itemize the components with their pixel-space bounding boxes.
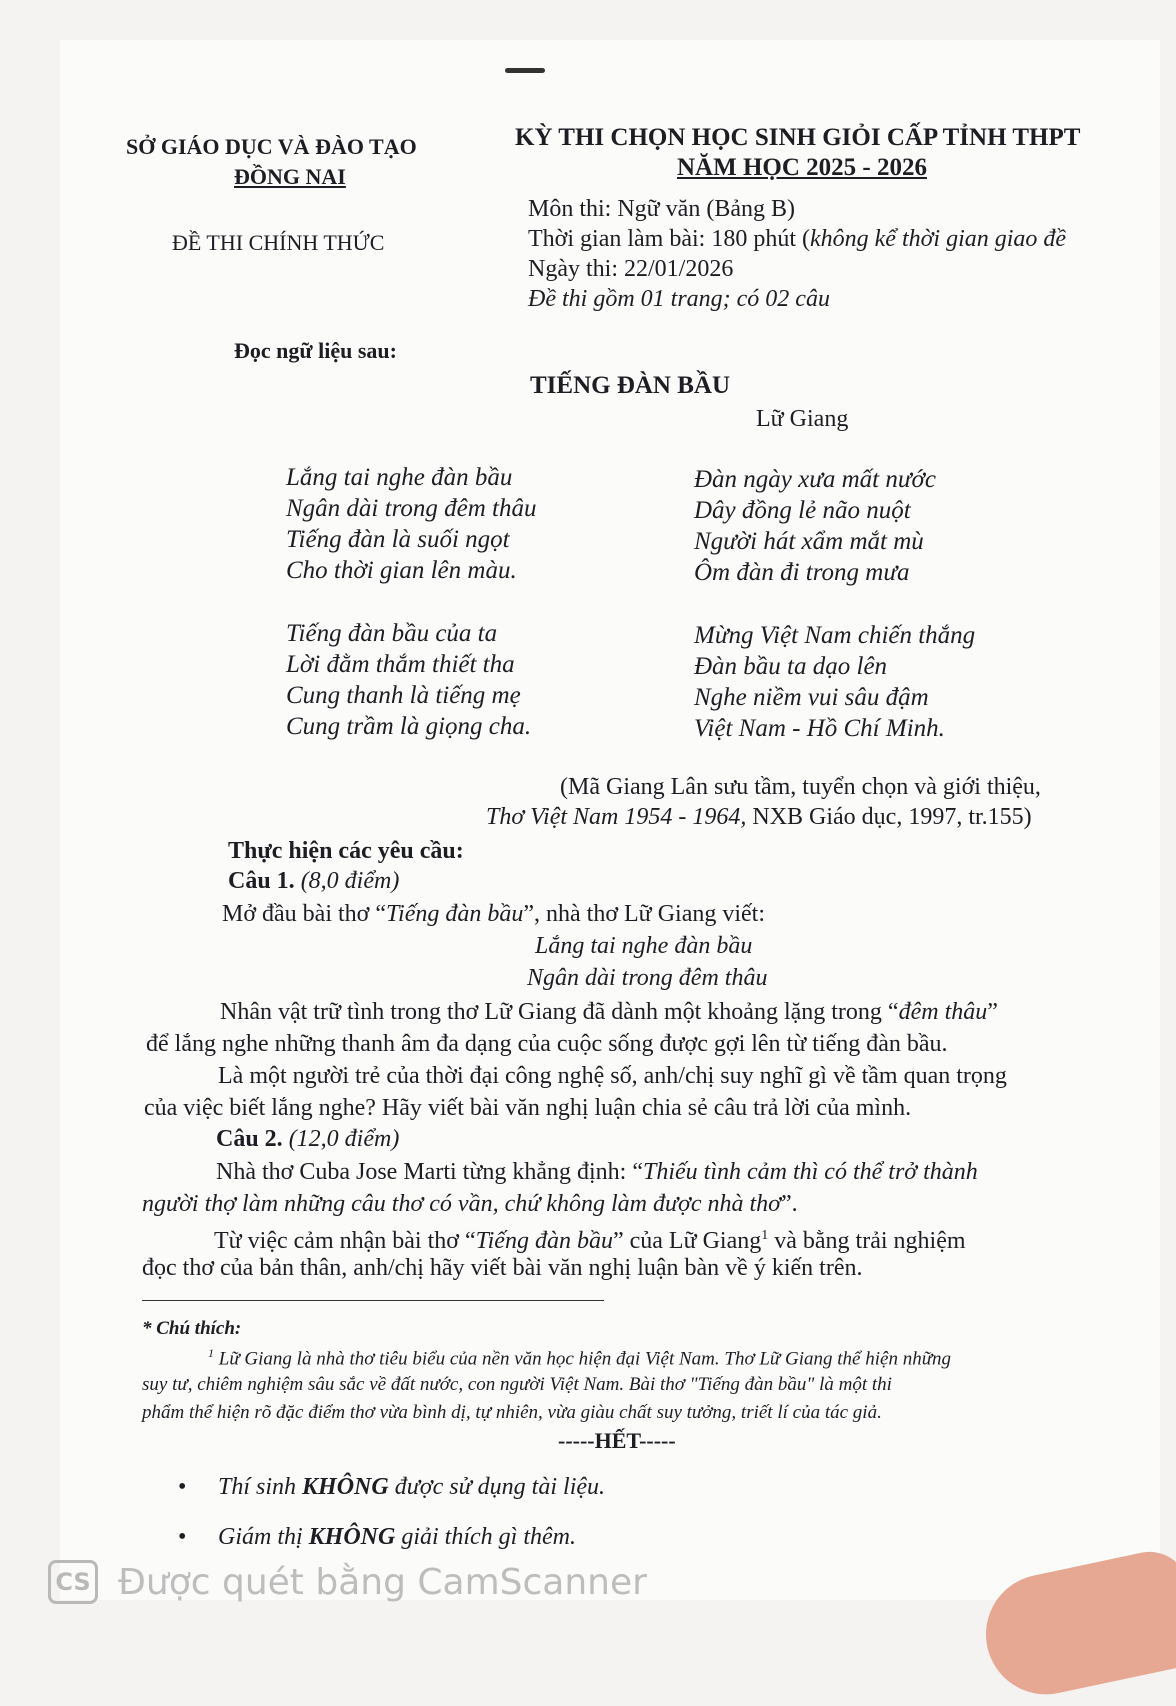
official-exam-label: ĐỀ THI CHÍNH THỨC	[172, 230, 385, 255]
poem-line: Tiếng đàn là suối ngọt	[286, 526, 510, 553]
tasks-heading: Thực hiện các yêu cầu:	[228, 838, 464, 864]
question-1-quote-line: Ngân dài trong đêm thâu	[527, 965, 768, 991]
note-text: giải thích gì thêm.	[395, 1524, 576, 1550]
question-2-label: Câu 2.	[216, 1126, 283, 1152]
question-2-paragraph-1-cont	[142, 1188, 798, 1220]
poem-line: Dây đồng lẻ não nuột	[694, 497, 911, 524]
reading-instruction: Đọc ngữ liệu sau:	[234, 338, 397, 363]
question-1-quote-line: Lắng tai nghe đàn bầu	[535, 933, 753, 959]
time-prefix: Thời gian làm bài: 180 phút (	[528, 226, 810, 252]
note-emphasis: KHÔNG	[308, 1524, 396, 1550]
subject-line: Môn thi: Ngữ văn (Bảng B)	[528, 196, 795, 222]
paragraph-text-end: và bằng trải nghiệm	[768, 1228, 966, 1254]
poem-line: Cung trầm là giọng cha.	[286, 713, 532, 740]
question-2-points: (12,0 điểm)	[288, 1126, 400, 1152]
note-emphasis: KHÔNG	[302, 1474, 389, 1500]
quoted-statement: Thiếu tình cảm thì có thể trở thành	[642, 1159, 978, 1185]
quote-close: ”.	[781, 1191, 798, 1217]
intro-poem-title: Tiếng đàn bầu	[386, 901, 524, 927]
poem-line: Tiếng đàn bầu của ta	[286, 620, 498, 647]
footnote-number: 1	[208, 1346, 214, 1360]
camscanner-logo: CS	[48, 1560, 98, 1604]
question-2-paragraph-2-cont: đọc thơ của bản thân, anh/chị hãy viết bài văn nghị luận bàn về ý kiến trên.	[142, 1255, 863, 1281]
quote-close: ”	[987, 999, 998, 1025]
exam-date: Ngày thi: 22/01/2026	[528, 256, 734, 282]
quoted-phrase: đêm thâu	[898, 999, 988, 1025]
question-1-paragraph-1-cont: để lắng nghe những thanh âm đa dạng của cuộc sống được gợi lên từ tiếng đàn bầu.	[146, 1031, 948, 1057]
poem-line: Ngân dài trong đêm thâu	[286, 495, 537, 522]
question-1-paragraph-1	[220, 996, 998, 1028]
paragraph-text: ” của Lữ Giang	[612, 1228, 762, 1254]
question-1-paragraph-2-cont: của việc biết lắng nghe? Hãy viết bài văn nghị luận chia sẻ câu trả lời của mình.	[144, 1095, 912, 1121]
question-1-paragraph-2: Là một người trẻ của thời đại công nghệ số, anh/chị suy nghĩ gì về tầm quan trọng	[218, 1063, 1007, 1089]
time-note: không kể thời gian giao đề	[809, 226, 1067, 252]
footnote-divider	[142, 1300, 604, 1301]
camscanner-watermark: Được quét bằng CamScanner	[118, 1562, 647, 1603]
poem-source-book	[486, 804, 1032, 831]
question-1-header	[228, 868, 399, 895]
paragraph-text: Nhà thơ Cuba Jose Marti từng khẳng định: “	[216, 1159, 643, 1185]
poem-title-ref: Tiếng đàn bầu	[475, 1228, 613, 1254]
book-title: Thơ Việt Nam 1954 - 1964,	[486, 804, 747, 830]
poem-source: (Mã Giang Lân sưu tầm, tuyển chọn và giới thiệu,	[560, 774, 1041, 800]
poem-line: Đàn ngày xưa mất nước	[694, 466, 936, 493]
footnote-label: * Chú thích:	[142, 1318, 242, 1339]
scan-smudge	[505, 68, 545, 73]
publisher: NXB Giáo dục, 1997, tr.155)	[746, 804, 1032, 830]
poem-line: Ôm đàn đi trong mưa	[694, 559, 910, 586]
poem-line: Nghe niềm vui sâu đậm	[694, 684, 929, 711]
paragraph-text: Nhân vật trữ tình trong thơ Lữ Giang đã dành một khoảng lặng trong “	[220, 999, 899, 1025]
poem-line: Cho thời gian lên màu.	[286, 557, 517, 584]
footnote-line: phẩm thể hiện rõ đặc điểm thơ vừa bình dị, tự nhiên, vừa giàu chất suy tưởng, triết lí của tác giả.	[142, 1402, 882, 1423]
poem-line: Đàn bầu ta dạo lên	[694, 653, 888, 680]
footnote-line: suy tư, chiêm nghiệm sâu sắc về đất nước, con người Việt Nam. Bài thơ "Tiếng đàn bầu" là một thi	[142, 1374, 892, 1395]
intro-text-end: ”, nhà thơ Lữ Giang viết:	[523, 901, 765, 927]
time-line	[528, 226, 1066, 253]
poem-line: Lời đằm thắm thiết tha	[286, 651, 515, 678]
footnote-ref: 1	[761, 1228, 769, 1243]
intro-text: Mở đầu bài thơ “	[222, 901, 387, 927]
paragraph-text: Từ việc cảm nhận bài thơ “	[214, 1228, 476, 1254]
province-name: ĐỒNG NAI	[234, 164, 346, 189]
question-1-intro	[222, 898, 765, 930]
question-1-label: Câu 1.	[228, 868, 295, 894]
note-text: được sử dụng tài liệu.	[388, 1474, 606, 1500]
quoted-statement-cont: người thợ làm những câu thơ có vần, chứ không làm được nhà thơ	[142, 1191, 781, 1217]
exam-year: NĂM HỌC 2025 - 2026	[677, 154, 927, 181]
note-text: Giám thị	[218, 1524, 309, 1550]
poem-line: Người hát xẩm mắt mù	[694, 528, 924, 555]
note-text: Thí sinh	[218, 1474, 303, 1500]
end-mark: -----HẾT-----	[558, 1428, 676, 1453]
proctor-note	[218, 1524, 576, 1551]
poem-title: TIẾNG ĐÀN BẦU	[530, 372, 731, 399]
exam-title: KỲ THI CHỌN HỌC SINH GIỎI CẤP TỈNH THPT	[515, 124, 1081, 151]
poem-author: Lữ Giang	[756, 406, 849, 432]
question-1-points: (8,0 điểm)	[300, 868, 400, 894]
poem-line: Cung thanh là tiếng mẹ	[286, 682, 521, 709]
question-2-header	[216, 1126, 399, 1153]
question-2-paragraph-1	[216, 1156, 978, 1188]
candidate-note	[218, 1474, 605, 1501]
footnote-text: Lữ Giang là nhà thơ tiêu biểu của nền văn học hiện đại Việt Nam. Thơ Lữ Giang thể hiện những	[218, 1348, 952, 1370]
department-name: SỞ GIÁO DỤC VÀ ĐÀO TẠO	[126, 134, 417, 159]
pages-info: Đề thi gồm 01 trang; có 02 câu	[528, 286, 830, 312]
poem-line: Mừng Việt Nam chiến thắng	[694, 622, 976, 649]
footnote-line	[208, 1346, 951, 1370]
poem-line: Lắng tai nghe đàn bầu	[286, 464, 513, 491]
poem-line: Việt Nam - Hồ Chí Minh.	[694, 715, 945, 742]
